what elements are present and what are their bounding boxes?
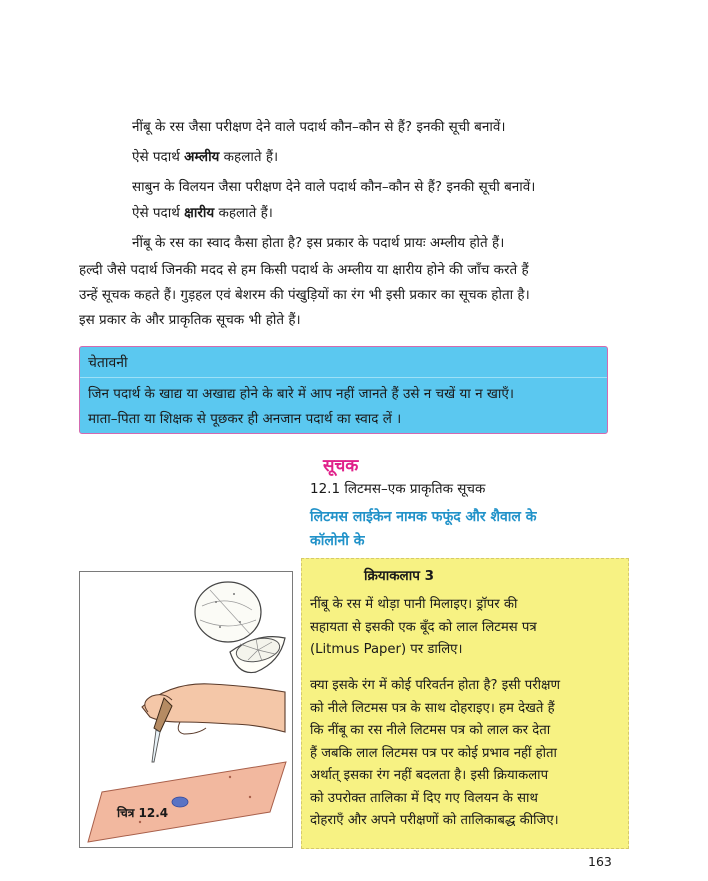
figure-litmus-test bbox=[79, 571, 293, 848]
text-segment: कॉलोनी के bbox=[310, 533, 365, 549]
activity-paragraph-2 bbox=[310, 675, 560, 833]
text-line: लिटमस लाईकेन नामक फफूंद और शैवाल के bbox=[310, 509, 537, 525]
paragraph-indicator-definition bbox=[79, 258, 530, 333]
warning-text bbox=[88, 382, 514, 432]
litmus-illustration bbox=[80, 572, 291, 846]
text-line: क्या इसके रंग में कोई परिवर्तन होता है? इसी परीक्षण bbox=[310, 678, 561, 693]
text-line: दोहराएँ और अपने परीक्षणों को तालिकाबद्ध कीजिए। bbox=[310, 813, 559, 828]
paragraph-acid-question: नींबू के रस जैसा परीक्षण देने वाले पदार्थ कौन–कौन से हैं? इनकी सूची बनावें। bbox=[132, 119, 506, 135]
text-segment: ऐसे पदार्थ bbox=[132, 149, 185, 165]
section-heading: सूचक bbox=[323, 456, 359, 476]
text-line: को उपरोक्त तालिका में दिए गए विलयन के साथ bbox=[310, 790, 538, 806]
divider bbox=[80, 377, 607, 378]
text-line: इस प्रकार के और प्राकृतिक सूचक भी होते हैं। bbox=[79, 312, 301, 328]
text-line: कि नींबू का रस नीले लिटमस पत्र को लाल कर देता bbox=[310, 723, 551, 738]
warning-box bbox=[79, 346, 608, 434]
text-line: हैं जबकि लाल लिटमस पत्र पर कोई प्रभाव नहीं होता bbox=[310, 745, 557, 761]
text-segment: ऐसे पदार्थ bbox=[132, 205, 185, 221]
paragraph-lemon-taste: नींबू के रस का स्वाद कैसा होता है? इस प्रकार के पदार्थ प्रायः अम्लीय होते हैं। bbox=[132, 235, 505, 251]
paragraph-basic-definition bbox=[132, 200, 273, 226]
litmus-paper bbox=[88, 762, 286, 842]
text-line: सहायता से इसकी एक बूँद को लाल लिटमस पत्र bbox=[310, 619, 537, 635]
text-line: हल्दी जैसे पदार्थ जिनकी मदद से हम किसी पदार्थ के अम्लीय या क्षारीय होने की जाँच करते हैं bbox=[79, 262, 529, 278]
activity-paragraph-1 bbox=[310, 594, 537, 662]
lemon-whole bbox=[195, 582, 261, 642]
figure-caption: चित्र 12.4 bbox=[117, 806, 169, 820]
text-line: को नीले लिटमस पत्र के साथ दोहराइए। हम देखते हैं bbox=[310, 700, 555, 716]
text-line: उन्हें सूचक कहते हैं। गुड़हल एवं बेशरम की पंखुड़ियों का रंग भी इसी प्रकार का सूचक होता है। bbox=[79, 287, 530, 303]
page-number: 163 bbox=[588, 854, 612, 869]
warning-title: चेतावनी bbox=[88, 355, 128, 371]
term-basic: क्षारीय bbox=[184, 205, 215, 221]
paragraph-base-question: साबुन के विलयन जैसा परीक्षण देने वाले पदार्थ कौन–कौन से हैं? इनकी सूची बनावें। bbox=[132, 179, 536, 195]
text-line: माता–पिता या शिक्षक से पूछकर ही अनजान पदार्थ का स्वाद लें । bbox=[88, 411, 402, 427]
subsection-heading: 12.1 लिटमस–एक प्राकृतिक सूचक bbox=[310, 481, 486, 497]
term-acidic: अम्लीय bbox=[184, 149, 220, 165]
text-line: अर्थात् इसका रंग नहीं बदलता है। इसी क्रियाकलाप bbox=[310, 768, 549, 783]
text-segment: कहलाते हैं। bbox=[219, 149, 279, 165]
text-line: जिन पदार्थ के खाद्य या अखाद्य होने के बारे में आप नहीं जानते हैं उसे न चखें या न खाएँ। bbox=[88, 386, 514, 402]
text-segment: कहलाते हैं। bbox=[214, 205, 273, 221]
activity-title: क्रियाकलाप 3 bbox=[364, 568, 434, 584]
text-line: नींबू के रस में थोड़ा पानी मिलाइए। ड्रॉपर की bbox=[310, 597, 518, 612]
paragraph-acidic-definition bbox=[132, 144, 278, 170]
text-line: (Litmus Paper) पर डालिए। bbox=[310, 642, 463, 657]
